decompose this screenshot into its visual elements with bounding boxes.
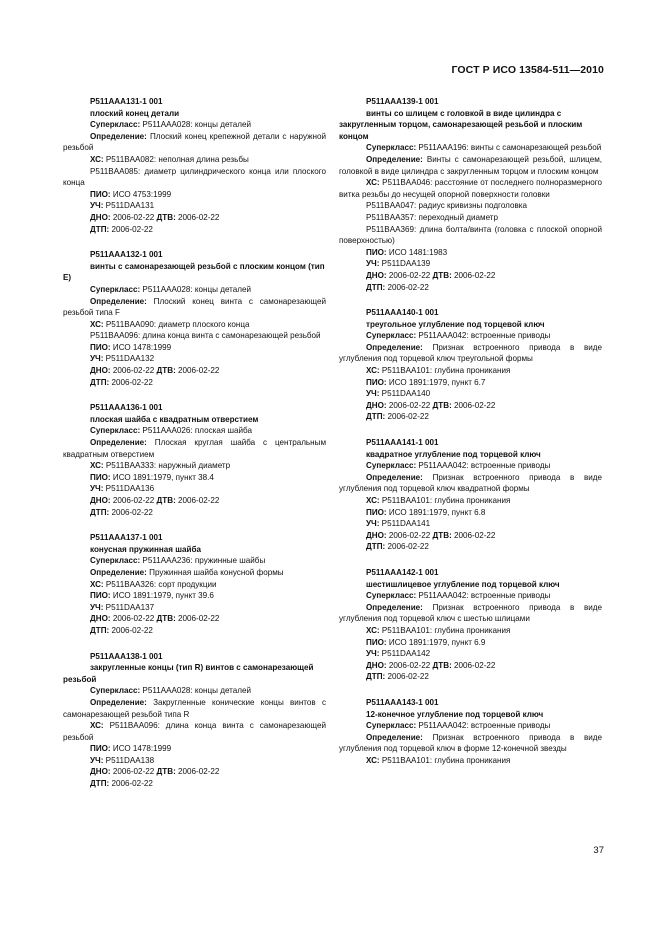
left-column	[63, 96, 326, 804]
entry-definition: Определение: Признак встроенного привода в виде углубления под торцевой ключ квадратной формы	[339, 472, 603, 494]
entry-title: закругленные концы (тип R) винтов с самонарезающей резьбой	[63, 663, 314, 684]
entry-property: P511BAA096: длина конца винта с самонарезающей резьбой	[90, 331, 321, 341]
entry-source: ПИО: ИСО 1478:1999	[90, 342, 172, 352]
entry-aaa143	[339, 697, 602, 767]
entry-source: ПИО: ИСО 1891:1979, пункт 6.8	[366, 507, 486, 517]
entry-code: P511AAA136-1 001	[90, 403, 163, 413]
entry-code: P511AAA139-1 001	[366, 97, 439, 106]
entry-aaa137	[63, 532, 326, 636]
entry-title: 12-конечное углубление под торцевой ключ	[366, 709, 544, 719]
entry-dtp: ДТП: 2006-02-22	[366, 542, 429, 552]
entry-dates: ДНО: 2006-02-22 ДТВ: 2006-02-22	[366, 530, 496, 540]
entry-title: шестишлицевое углубление под торцевой ключ	[366, 579, 560, 589]
entry-code: P511AAA132-1 001	[90, 250, 163, 260]
entry-title: винты со шлицем с головкой в виде цилиндра с закругленным торцом, самонарезающей резьбой и плоским концом	[339, 108, 583, 141]
entry-id: УЧ: P511DAA142	[366, 649, 431, 659]
entry-aaa141	[339, 437, 602, 553]
entry-title: треугольное углубление под торцевой ключ	[366, 319, 545, 329]
entry-dtp: ДТП: 2006-02-22	[366, 282, 429, 292]
entry-id: УЧ: P511DAA139	[366, 259, 431, 269]
entry-property: P511BAA047: радиус кривизны подголовка	[366, 201, 527, 211]
entry-source: ПИО: ИСО 1891:1979, пункт 39.6	[90, 591, 214, 601]
entry-superclass: Суперкласс: P511AAA196: винты с самонарезающей резьбой	[366, 143, 602, 153]
entry-title: винты с самонарезающей резьбой с плоским концом (тип E)	[63, 261, 325, 283]
entry-title: плоская шайба с квадратным отверстием	[90, 414, 259, 424]
entry-dtp: ДТП: 2006-02-22	[366, 672, 429, 682]
entry-dtp: ДТП: 2006-02-22	[90, 224, 153, 234]
entry-properties: ХС: P511BAA101: глубина проникания	[366, 625, 511, 635]
entry-dates: ДНО: 2006-02-22 ДТВ: 2006-02-22	[90, 496, 220, 505]
entry-code: P511AAA131-1 001	[90, 97, 163, 106]
entry-superclass: Суперкласс: P511AAA042: встроенные приводы	[366, 331, 551, 341]
entry-source: ПИО: ИСО 1481:1983	[366, 247, 448, 257]
entry-dates: ДНО: 2006-02-22 ДТВ: 2006-02-22	[90, 366, 220, 376]
entry-id: УЧ: P511DAA140	[366, 389, 431, 399]
right-column	[339, 96, 602, 780]
entry-properties: ХС: P511BAA096: длина конца винта с самонарезающей резьбой	[63, 721, 326, 742]
entry-superclass: Суперкласс: P511AAA028: концы деталей	[90, 120, 252, 130]
entry-title: плоский конец детали	[90, 108, 180, 118]
entry-properties: ХС: P511BAA101: глубина проникания	[366, 366, 511, 376]
entry-code: P511AAA141-1 001	[366, 438, 439, 448]
entry-superclass: Суперкласс: P511AAA042: встроенные приводы	[366, 591, 551, 601]
entry-source: ПИО: ИСО 4753:1999	[90, 189, 172, 199]
entry-aaa138	[63, 651, 326, 790]
entry-properties: ХС: P511BAA046: расстояние от последнего полноразмерного витка резьбы до несущей опорной поверхности головки	[339, 178, 603, 199]
entry-properties: ХС: P511BAA333: наружный диаметр	[90, 461, 231, 471]
entry-property: P511BAA369: длина болта/винта (головка с плоской опорной поверхностью)	[339, 224, 602, 246]
entry-dates: ДНО: 2006-02-22 ДТВ: 2006-02-22	[366, 400, 496, 410]
entry-id: УЧ: P511DAA138	[90, 755, 155, 765]
entry-definition: Определение: Признак встроенного привода в виде углубления под торцевой ключ треугольной формы	[339, 342, 603, 364]
entry-properties: ХС: P511BAA090: диаметр плоского конца	[90, 319, 250, 329]
entry-dates: ДНО: 2006-02-22 ДТВ: 2006-02-22	[90, 767, 220, 777]
entry-aaa142	[339, 567, 602, 683]
entry-title: квадратное углубление под торцевой ключ	[366, 449, 541, 459]
entry-properties: ХС: P511BAA082: неполная длина резьбы	[90, 154, 249, 164]
entry-definition: Определение: Винты с самонарезающей резьбой, шлицем, головкой в виде цилиндра с закругленным торцом и плоским концом	[339, 154, 603, 176]
entry-id: УЧ: P511DAA131	[90, 201, 155, 211]
entry-properties: ХС: P511BAA101: глубина проникания	[366, 755, 511, 765]
entry-definition: Определение: Признак встроенного привода в виде углубления под торцевой ключ в форме 12-конечной звезды	[339, 732, 603, 754]
document-header: ГОСТ Р ИСО 13584-511—2010	[451, 64, 604, 76]
entry-title: конусная пружинная шайба	[90, 544, 201, 554]
entry-id: УЧ: P511DAA137	[90, 602, 155, 612]
entry-property: P511BAA357: переходный диаметр	[366, 212, 499, 222]
entry-dates: ДНО: 2006-02-22 ДТВ: 2006-02-22	[366, 660, 496, 670]
entry-dates: ДНО: 2006-02-22 ДТВ: 2006-02-22	[90, 614, 220, 624]
entry-code: P511AAA137-1 001	[90, 533, 163, 543]
entry-id: УЧ: P511DAA136	[90, 484, 155, 494]
entry-aaa140	[339, 307, 602, 423]
entry-aaa136	[63, 402, 326, 518]
entry-superclass: Суперкласс: P511AAA236: пружинные шайбы	[90, 556, 266, 566]
entry-source: ПИО: ИСО 1891:1979, пункт 38.4	[90, 472, 214, 482]
entry-dtp: ДТП: 2006-02-22	[90, 779, 153, 789]
entry-aaa131	[63, 96, 326, 235]
entry-id: УЧ: P511DAA141	[366, 519, 431, 529]
entry-dtp: ДТП: 2006-02-22	[90, 625, 153, 635]
entry-properties: ХС: P511BAA326: сорт продукции	[90, 579, 217, 589]
entry-superclass: Суперкласс: P511AAA042: встроенные приводы	[366, 721, 551, 731]
entry-source: ПИО: ИСО 1891:1979, пункт 6.9	[366, 637, 486, 647]
entry-properties: ХС: P511BAA101: глубина проникания	[366, 496, 511, 505]
entry-aaa132	[63, 249, 326, 388]
entry-definition: Определение: Плоская круглая шайба с центральным квадратным отверстием	[63, 438, 327, 459]
entry-definition: Определение: Закругленные конические концы винтов с самонарезающей резьбой типа R	[63, 697, 327, 719]
entry-aaa139	[339, 96, 602, 293]
entry-code: P511AAA138-1 001	[90, 651, 163, 661]
entry-dates: ДНО: 2006-02-22 ДТВ: 2006-02-22	[366, 270, 496, 280]
entry-source: ПИО: ИСО 1478:1999	[90, 744, 172, 754]
entry-dtp: ДТП: 2006-02-22	[90, 507, 153, 517]
entry-dtp: ДТП: 2006-02-22	[366, 412, 429, 422]
entry-dtp: ДТП: 2006-02-22	[90, 377, 153, 387]
entry-definition: Определение: Плоский конец винта с самонарезающей резьбой типа F	[63, 296, 326, 318]
entry-definition: Определение: Пружинная шайба конусной формы	[90, 567, 284, 577]
entry-code: P511AAA143-1 001	[366, 697, 439, 707]
entry-superclass: Суперкласс: P511AAA028: концы деталей	[90, 686, 252, 696]
entry-id: УЧ: P511DAA132	[90, 354, 155, 364]
entry-superclass: Суперкласс: P511AAA028: концы деталей	[90, 284, 252, 294]
entry-superclass: Суперкласс: P511AAA042: встроенные приводы	[366, 461, 551, 471]
entry-code: P511AAA142-1 001	[366, 567, 439, 577]
page-number: 37	[593, 845, 604, 856]
entry-superclass: Суперкласс: P511AAA026: плоская шайба	[90, 426, 252, 436]
entry-definition: Определение: Плоский конец крепежной детали с наружной резьбой	[63, 131, 327, 153]
entry-source: ПИО: ИСО 1891:1979, пункт 6.7	[366, 377, 486, 387]
entry-property: P511BAA085: диаметр цилиндрического конца или плоского конца	[63, 166, 326, 188]
entry-dates: ДНО: 2006-02-22 ДТВ: 2006-02-22	[90, 212, 220, 222]
entry-definition: Определение: Признак встроенного привода в виде углубления под торцевой ключ с шестью шлицами	[339, 602, 603, 624]
entry-code: P511AAA140-1 001	[366, 308, 439, 318]
